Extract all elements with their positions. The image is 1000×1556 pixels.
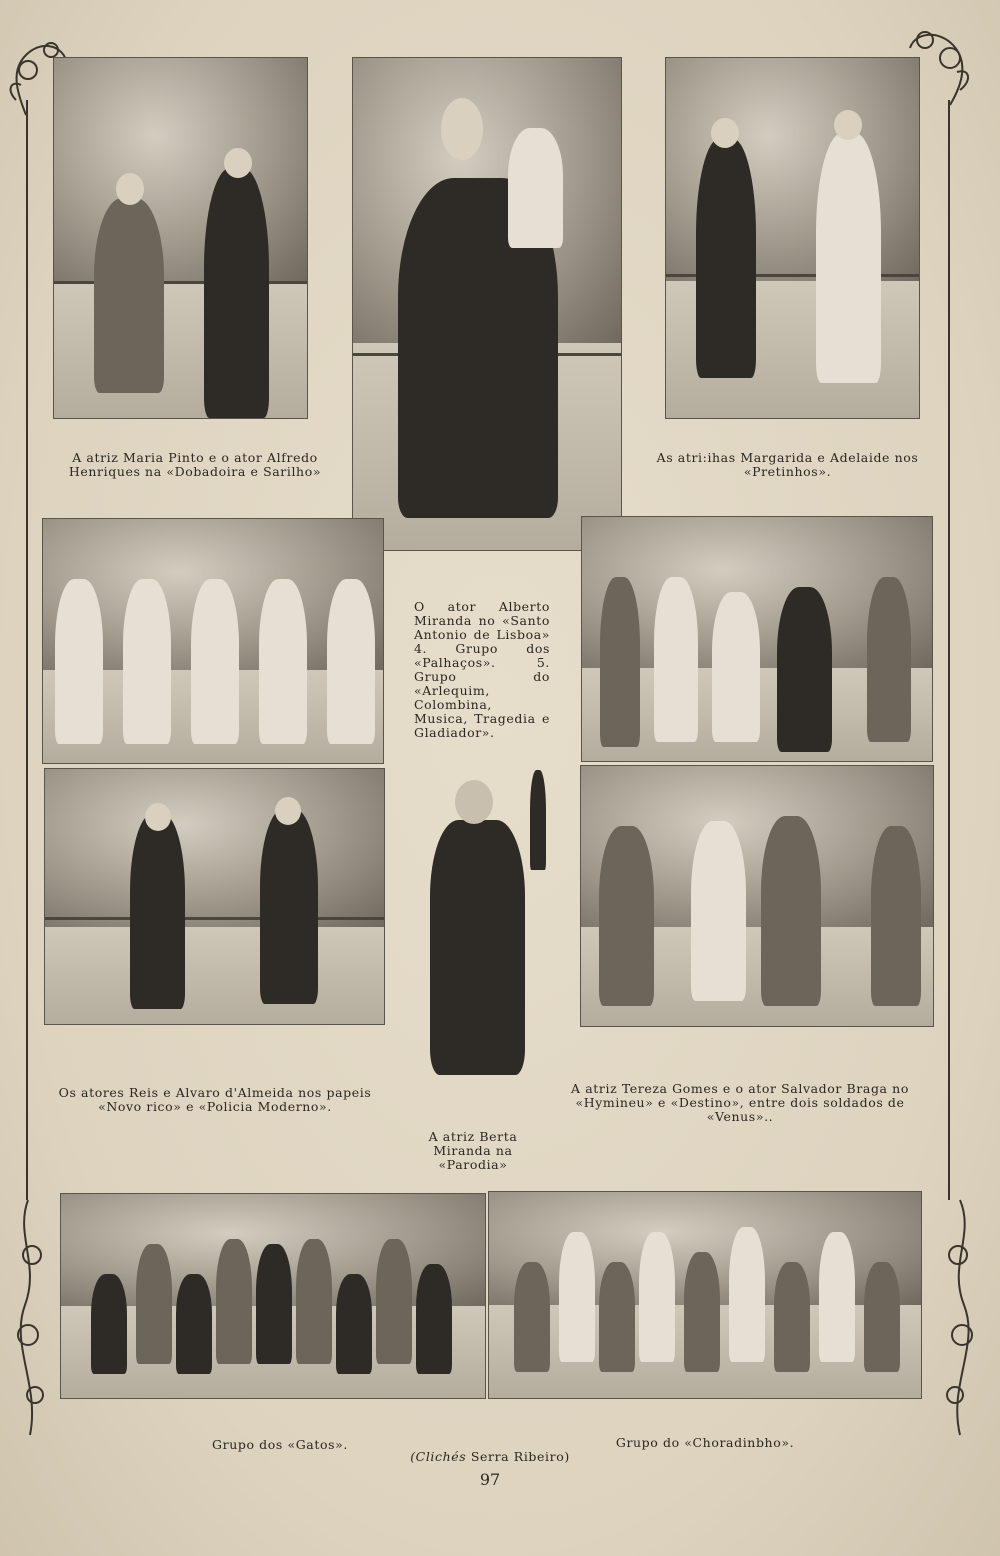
caption-tereza: A atriz Tereza Gomes e o ator Salvador Braga no «Hymineu» e «Destino», entre dois soldados de «Venus».. [571,1081,909,1124]
caption-atrizinhas: As atri:ihas Margarida e Adelaide nos «Pretinhos». [656,450,919,479]
caption-pinto: A atriz Maria Pinto e o ator Alfredo Henriques na «Dobadoira e Sarilho» [68,450,322,479]
photo-palhacos [42,518,384,764]
caption-gatos: Grupo dos «Gatos». [212,1437,348,1452]
photo-reis-almeida [44,768,385,1025]
photo-gomes-braga [580,765,934,1027]
photo-arlequim-group [581,516,933,762]
page-number: 97 [479,1470,501,1489]
photo-margarida-adelaide [665,57,920,419]
photo-credit [380,1450,600,1464]
photo-credit-label: (Clichés [410,1449,467,1464]
caption-reis: Os atores Reis e Alvaro d'Almeida nos papeis «Novo rico» e «Policia Moderno». [58,1085,372,1114]
photo-choradinho [488,1191,922,1399]
photo-gatos [60,1193,486,1399]
caption-miranda: O ator Alberto Miranda no «Santo Antonio de Lisboa» 4. Grupo dos «Palhaços». 5. Grupo do «Arlequim, Colombina, Musica, Tragedia e Gladiador». [414,599,550,740]
photo-pinto-henriques [53,57,308,419]
caption-berta: A atriz Berta Miranda na «Parodia» [428,1129,518,1172]
caption-choradinho: Grupo do «Choradinbho». [615,1435,795,1450]
photo-alberto-miranda [352,57,622,551]
bottom-right-ornament [920,1195,980,1445]
left-border [26,100,28,1200]
right-border [948,100,950,1200]
photo-credit-name: Serra Ribeiro) [470,1449,570,1464]
photo-berta-miranda [405,760,565,1090]
